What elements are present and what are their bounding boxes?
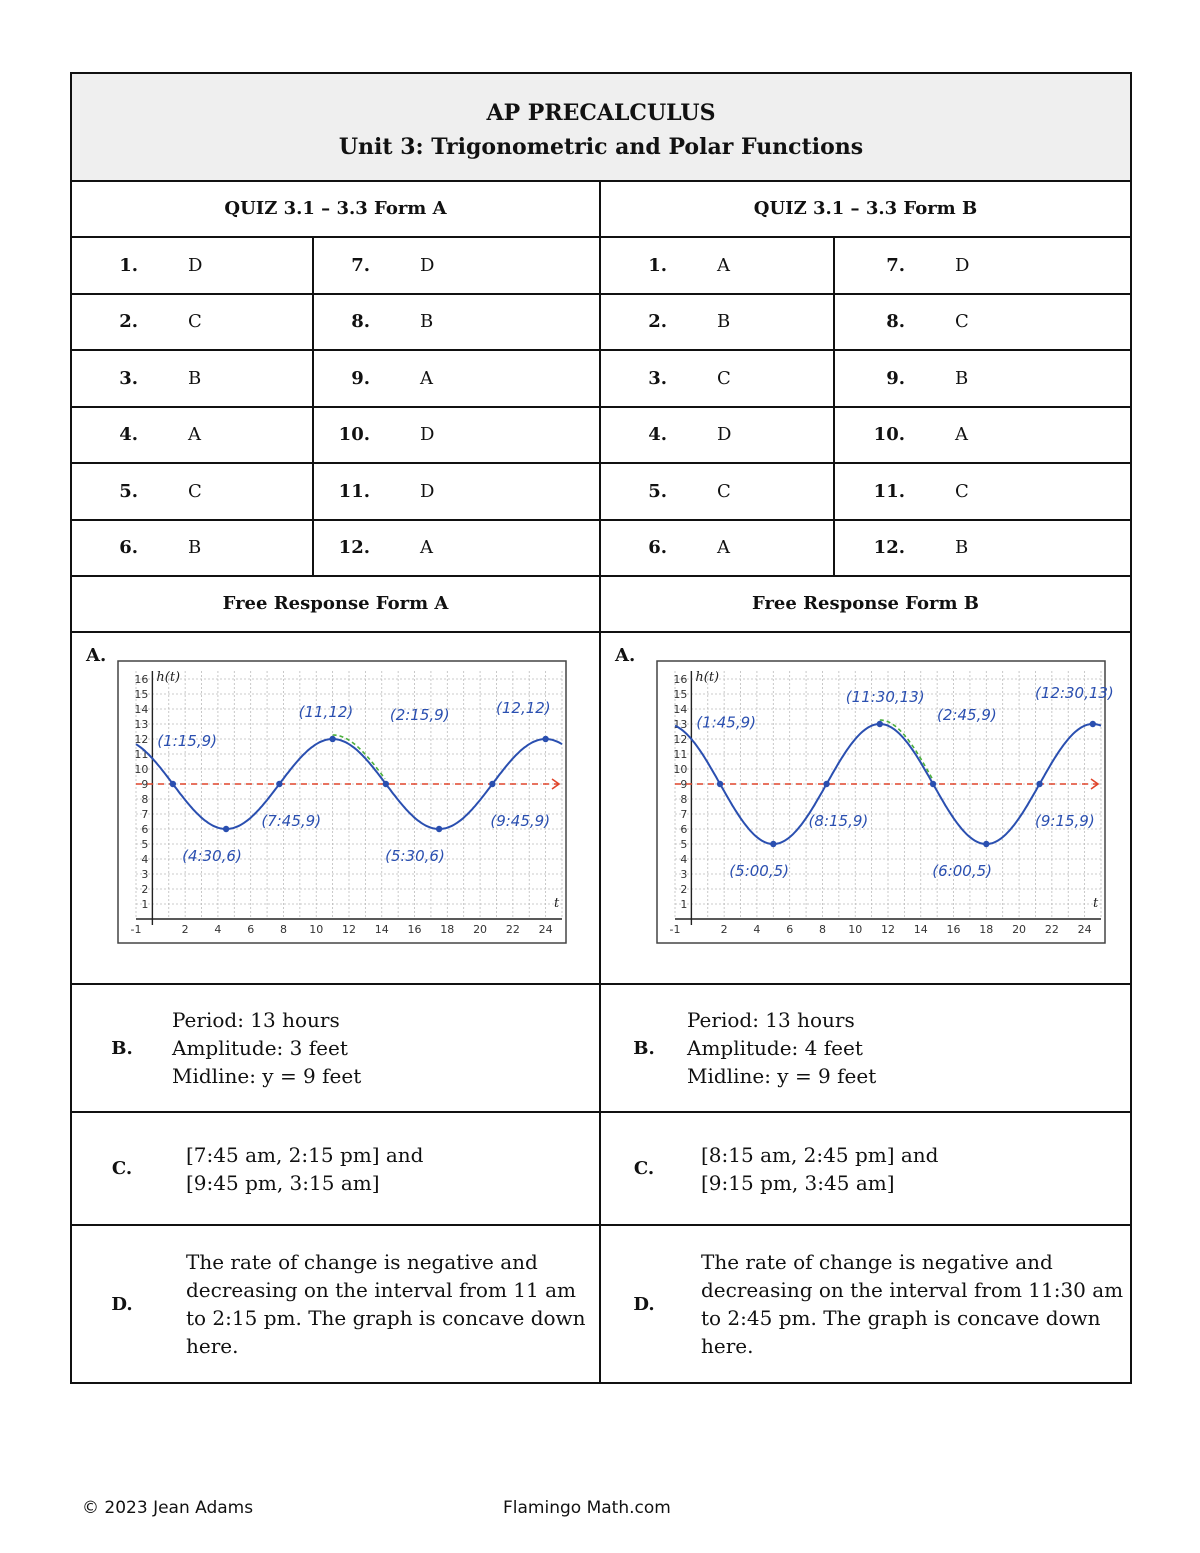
quiz-answer-cell bbox=[314, 295, 599, 350]
question-number: 11. bbox=[338, 480, 370, 502]
x-tick-label: 20 bbox=[1012, 923, 1027, 936]
part-b-label: B. bbox=[111, 1037, 133, 1059]
answer-line: decreasing on the interval from 11 am bbox=[186, 1278, 576, 1302]
key-point bbox=[329, 736, 335, 742]
y-tick-label: 15 bbox=[673, 688, 688, 701]
part-d-row bbox=[72, 1226, 1130, 1382]
x-tick-label: 6 bbox=[247, 923, 255, 936]
key-point bbox=[276, 781, 282, 787]
interval-1: [8:15 am, 2:45 pm] and bbox=[701, 1142, 939, 1167]
x-tick-label: 6 bbox=[786, 923, 794, 936]
question-number: 3. bbox=[119, 367, 138, 389]
key-point bbox=[717, 781, 723, 787]
y-tick-label: 2 bbox=[680, 883, 688, 896]
y-tick-label: 2 bbox=[141, 883, 149, 896]
quiz-answer-cell bbox=[835, 464, 1128, 519]
quiz-form-a-cells bbox=[72, 521, 601, 576]
part-d-label: D. bbox=[111, 1293, 133, 1315]
quiz-form-b-cells bbox=[601, 408, 1130, 463]
amplitude-text: Amplitude: 3 feet bbox=[172, 1036, 348, 1060]
graph-form-a bbox=[118, 661, 566, 943]
y-tick-label: 12 bbox=[673, 733, 688, 746]
y-tick-label: 9 bbox=[141, 778, 149, 791]
part-d-text bbox=[172, 1248, 586, 1360]
quiz-answer-cell bbox=[601, 238, 835, 293]
key-point bbox=[1036, 781, 1042, 787]
x-tick-label: 18 bbox=[979, 923, 994, 936]
quiz-answer-cell bbox=[314, 238, 599, 293]
part-c-label: C. bbox=[633, 1158, 655, 1179]
handwritten-annotation: (6:00,5) bbox=[932, 862, 993, 880]
handwritten-annotation: (9:15,9) bbox=[1035, 812, 1095, 830]
key-point bbox=[489, 781, 495, 787]
answer-letter: B bbox=[955, 537, 969, 559]
answer-letter: C bbox=[188, 480, 202, 502]
y-tick-label: 1 bbox=[680, 898, 688, 911]
handwritten-annotation: (12:30,13) bbox=[1035, 684, 1114, 702]
y-axis-label: h(t) bbox=[156, 670, 181, 685]
quiz-answer-row bbox=[72, 521, 1130, 578]
question-number: 8. bbox=[351, 311, 370, 333]
quiz-form-b-cells bbox=[601, 351, 1130, 406]
quiz-answer-cell bbox=[314, 464, 599, 519]
question-number: 11. bbox=[873, 480, 905, 502]
quiz-answer-row bbox=[72, 351, 1130, 408]
quiz-form-a-cells bbox=[72, 408, 601, 463]
graph-cell-form-b bbox=[601, 633, 1130, 983]
key-point bbox=[877, 721, 883, 727]
x-tick-label: 16 bbox=[407, 923, 422, 936]
y-tick-label: 10 bbox=[134, 763, 149, 776]
handwritten-annotation: (2:45,9) bbox=[937, 706, 997, 724]
answer-letter: B bbox=[717, 311, 731, 333]
quiz-answer-cell bbox=[601, 351, 835, 406]
y-tick-label: 14 bbox=[134, 703, 149, 716]
part-c-text bbox=[687, 1141, 938, 1197]
answer-letter: C bbox=[717, 367, 731, 389]
amplitude-text: Amplitude: 4 feet bbox=[687, 1036, 863, 1060]
part-c-form-b bbox=[601, 1113, 1130, 1224]
answer-letter: D bbox=[420, 254, 435, 276]
key-point bbox=[170, 781, 176, 787]
x-tick-label: 12 bbox=[342, 923, 356, 936]
quiz-form-b-cells bbox=[601, 238, 1130, 293]
handwritten-annotation: (1:15,9) bbox=[157, 732, 218, 751]
question-number: 7. bbox=[886, 254, 905, 276]
part-a-label: A. bbox=[86, 645, 107, 666]
quiz-answer-row bbox=[72, 464, 1130, 521]
question-number: 12. bbox=[338, 537, 370, 559]
handwritten-annotation: (7:45,9) bbox=[261, 812, 322, 830]
quiz-form-b-cells bbox=[601, 295, 1130, 350]
graph-cell-form-a bbox=[72, 633, 601, 983]
quiz-answer-cell bbox=[72, 295, 314, 350]
x-tick-label: -1 bbox=[130, 923, 142, 936]
answer-letter: A bbox=[420, 367, 433, 389]
question-number: 5. bbox=[119, 480, 138, 502]
question-number: 10. bbox=[873, 424, 905, 446]
quiz-answer-cell bbox=[601, 408, 835, 463]
y-tick-label: 13 bbox=[134, 718, 149, 731]
x-tick-label: 4 bbox=[214, 923, 222, 936]
free-response-header-row bbox=[72, 577, 1130, 633]
answer-letter: A bbox=[717, 254, 730, 276]
x-tick-label: 2 bbox=[720, 923, 728, 936]
page-title bbox=[72, 74, 1130, 182]
x-tick-label: 14 bbox=[913, 923, 928, 936]
key-point bbox=[983, 841, 989, 847]
answer-letter: C bbox=[955, 311, 969, 333]
key-point bbox=[1090, 721, 1096, 727]
answer-key-sheet bbox=[70, 72, 1132, 1384]
answer-letter: B bbox=[188, 537, 202, 559]
quiz-answer-cell bbox=[314, 351, 599, 406]
graph-form-b bbox=[657, 661, 1114, 943]
question-number: 1. bbox=[119, 254, 138, 276]
quiz-answer-cell bbox=[72, 351, 314, 406]
site-name: Flamingo Math.com bbox=[503, 1498, 671, 1518]
x-tick-label: 2 bbox=[181, 923, 189, 936]
x-axis-label: t bbox=[554, 896, 560, 911]
y-tick-label: 12 bbox=[134, 733, 149, 746]
course-title: AP PRECALCULUS bbox=[486, 100, 716, 126]
handwritten-annotation: (9:45,9) bbox=[490, 812, 551, 830]
part-a-row bbox=[72, 633, 1130, 985]
key-point bbox=[436, 826, 442, 832]
quiz-form-a-cells bbox=[72, 351, 601, 406]
period-text: Period: 13 hours bbox=[687, 1008, 855, 1032]
y-tick-label: 1 bbox=[141, 898, 149, 911]
question-number: 1. bbox=[648, 254, 667, 276]
x-axis-label: t bbox=[1093, 896, 1099, 911]
handwritten-annotation: (2:15,9) bbox=[389, 706, 450, 724]
answer-letter: C bbox=[717, 480, 731, 502]
quiz-form-a-cells bbox=[72, 295, 601, 350]
answer-letter: D bbox=[420, 424, 435, 446]
y-tick-label: 11 bbox=[134, 748, 149, 761]
x-tick-label: 14 bbox=[374, 923, 389, 936]
y-tick-label: 10 bbox=[673, 763, 688, 776]
part-c-label: C. bbox=[111, 1158, 133, 1179]
answer-line: The rate of change is negative and bbox=[701, 1250, 1053, 1274]
handwritten-annotation: (5:30,6) bbox=[385, 847, 445, 865]
x-tick-label: 22 bbox=[1044, 923, 1059, 936]
quiz-answer-row bbox=[72, 295, 1130, 352]
question-number: 2. bbox=[648, 311, 667, 333]
quiz-answer-cell bbox=[835, 351, 1128, 406]
question-number: 4. bbox=[119, 424, 138, 446]
quiz-answer-cell bbox=[601, 464, 835, 519]
quiz-answer-cell bbox=[835, 521, 1128, 576]
quiz-answer-cell bbox=[835, 238, 1128, 293]
handwritten-annotation: (5:00,5) bbox=[729, 862, 790, 880]
y-tick-label: 6 bbox=[680, 823, 688, 836]
x-tick-label: 20 bbox=[473, 923, 488, 936]
y-tick-label: 9 bbox=[680, 778, 688, 791]
part-d-form-b bbox=[601, 1226, 1130, 1382]
y-tick-label: 3 bbox=[680, 868, 688, 881]
y-tick-label: 7 bbox=[680, 808, 688, 821]
part-d-label: D. bbox=[633, 1293, 655, 1315]
unit-title: Unit 3: Trigonometric and Polar Functions bbox=[338, 134, 864, 160]
x-tick-label: 24 bbox=[538, 923, 553, 936]
question-number: 4. bbox=[648, 424, 667, 446]
answer-letter: C bbox=[955, 480, 969, 502]
x-tick-label: 16 bbox=[946, 923, 961, 936]
y-tick-label: 7 bbox=[141, 808, 149, 821]
key-point bbox=[930, 781, 936, 787]
part-b-form-a bbox=[72, 985, 601, 1111]
key-point bbox=[383, 781, 389, 787]
answer-letter: B bbox=[420, 311, 434, 333]
period-text: Period: 13 hours bbox=[172, 1008, 340, 1032]
answer-letter: C bbox=[188, 311, 202, 333]
y-tick-label: 8 bbox=[141, 793, 149, 806]
quiz-answer-cell bbox=[314, 521, 599, 576]
quiz-answer-cell bbox=[835, 295, 1128, 350]
part-d-text bbox=[687, 1248, 1123, 1360]
answer-line: here. bbox=[186, 1334, 239, 1358]
x-tick-label: 8 bbox=[818, 923, 826, 936]
quiz-answer-cell bbox=[835, 408, 1128, 463]
part-b-text bbox=[172, 1006, 361, 1090]
handwritten-annotation: (11:30,13) bbox=[845, 688, 925, 706]
quiz-form-b-cells bbox=[601, 521, 1130, 576]
y-tick-label: 13 bbox=[673, 718, 688, 731]
y-tick-label: 4 bbox=[141, 853, 149, 866]
answer-letter: D bbox=[420, 480, 435, 502]
x-tick-label: 12 bbox=[881, 923, 895, 936]
question-number: 10. bbox=[338, 424, 370, 446]
key-point bbox=[223, 826, 229, 832]
y-tick-label: 3 bbox=[141, 868, 149, 881]
answer-letter: A bbox=[420, 537, 433, 559]
question-number: 5. bbox=[648, 480, 667, 502]
y-tick-label: 5 bbox=[680, 838, 688, 851]
interval-2: [9:45 pm, 3:15 am] bbox=[186, 1170, 380, 1195]
answer-letter: B bbox=[188, 367, 202, 389]
fr-form-b-title: Free Response Form B bbox=[751, 593, 979, 614]
answer-line: decreasing on the interval from 11:30 am bbox=[701, 1278, 1124, 1302]
part-c-form-a bbox=[72, 1113, 601, 1224]
quiz-answer-cell bbox=[72, 464, 314, 519]
quiz-form-a-title: QUIZ 3.1 – 3.3 Form A bbox=[72, 182, 601, 236]
part-b-label: B. bbox=[633, 1037, 655, 1059]
answer-line: to 2:45 pm. The graph is concave down bbox=[701, 1306, 1101, 1330]
answer-letter: A bbox=[717, 537, 730, 559]
answer-letter: D bbox=[717, 424, 732, 446]
part-d-form-a bbox=[72, 1226, 601, 1382]
answer-letter: A bbox=[188, 424, 201, 446]
answer-letter: D bbox=[188, 254, 203, 276]
question-number: 2. bbox=[119, 311, 138, 333]
quiz-answer-cell bbox=[72, 521, 314, 576]
quiz-answer-cell bbox=[601, 521, 835, 576]
y-tick-label: 8 bbox=[680, 793, 688, 806]
handwritten-annotation: (11,12) bbox=[298, 703, 354, 721]
quiz-form-b-cells bbox=[601, 464, 1130, 519]
question-number: 8. bbox=[886, 311, 905, 333]
interval-2: [9:15 pm, 3:45 am] bbox=[701, 1170, 895, 1195]
quiz-answer-cell bbox=[72, 238, 314, 293]
quiz-form-b-title: QUIZ 3.1 – 3.3 Form B bbox=[753, 198, 978, 219]
x-tick-label: 10 bbox=[309, 923, 324, 936]
part-c-row bbox=[72, 1113, 1130, 1226]
quiz-form-a-cells bbox=[72, 464, 601, 519]
handwritten-annotation: (1:45,9) bbox=[696, 713, 757, 732]
part-b-text bbox=[687, 1006, 876, 1090]
key-point bbox=[823, 781, 829, 787]
x-tick-label: 8 bbox=[279, 923, 287, 936]
x-tick-label: 4 bbox=[753, 923, 761, 936]
x-tick-label: 10 bbox=[848, 923, 863, 936]
y-axis-label: h(t) bbox=[695, 670, 720, 685]
answer-line: The rate of change is negative and bbox=[186, 1250, 538, 1274]
handwritten-annotation: (12,12) bbox=[496, 699, 551, 717]
y-tick-label: 6 bbox=[141, 823, 149, 836]
part-b-form-b bbox=[601, 985, 1130, 1111]
key-point bbox=[770, 841, 776, 847]
answer-line: here. bbox=[701, 1334, 754, 1358]
y-tick-label: 14 bbox=[673, 703, 688, 716]
y-tick-label: 11 bbox=[673, 748, 688, 761]
question-number: 6. bbox=[119, 537, 138, 559]
answer-letter: A bbox=[955, 424, 968, 446]
y-tick-label: 16 bbox=[673, 673, 688, 686]
handwritten-annotation: (4:30,6) bbox=[182, 847, 242, 865]
answer-line: to 2:15 pm. The graph is concave down bbox=[186, 1306, 586, 1330]
quiz-answer-cell bbox=[72, 408, 314, 463]
quiz-answer-cell bbox=[314, 408, 599, 463]
midline-text: Midline: y = 9 feet bbox=[172, 1064, 362, 1088]
y-tick-label: 5 bbox=[141, 838, 149, 851]
question-number: 9. bbox=[886, 367, 905, 389]
question-number: 6. bbox=[648, 537, 667, 559]
y-tick-label: 4 bbox=[680, 853, 688, 866]
y-tick-label: 15 bbox=[134, 688, 149, 701]
part-c-text bbox=[172, 1141, 423, 1197]
quiz-answer-row bbox=[72, 238, 1130, 295]
x-tick-label: -1 bbox=[669, 923, 681, 936]
x-tick-label: 22 bbox=[505, 923, 520, 936]
copyright: © 2023 Jean Adams bbox=[82, 1498, 254, 1518]
x-tick-label: 24 bbox=[1077, 923, 1092, 936]
question-number: 12. bbox=[873, 537, 905, 559]
answer-letter: B bbox=[955, 367, 969, 389]
part-a-label: A. bbox=[615, 645, 636, 666]
answer-letter: D bbox=[955, 254, 970, 276]
quiz-header-row bbox=[72, 182, 1130, 238]
x-tick-label: 18 bbox=[440, 923, 455, 936]
y-tick-label: 16 bbox=[134, 673, 149, 686]
handwritten-annotation: (8:15,9) bbox=[808, 812, 869, 830]
quiz-form-a-cells bbox=[72, 238, 601, 293]
fr-form-a-title: Free Response Form A bbox=[72, 577, 601, 631]
question-number: 7. bbox=[351, 254, 370, 276]
key-point bbox=[542, 736, 548, 742]
quiz-answer-row bbox=[72, 408, 1130, 465]
question-number: 9. bbox=[351, 367, 370, 389]
question-number: 3. bbox=[648, 367, 667, 389]
part-b-row bbox=[72, 985, 1130, 1113]
midline-text: Midline: y = 9 feet bbox=[687, 1064, 877, 1088]
interval-1: [7:45 am, 2:15 pm] and bbox=[186, 1142, 424, 1167]
quiz-answer-cell bbox=[601, 295, 835, 350]
